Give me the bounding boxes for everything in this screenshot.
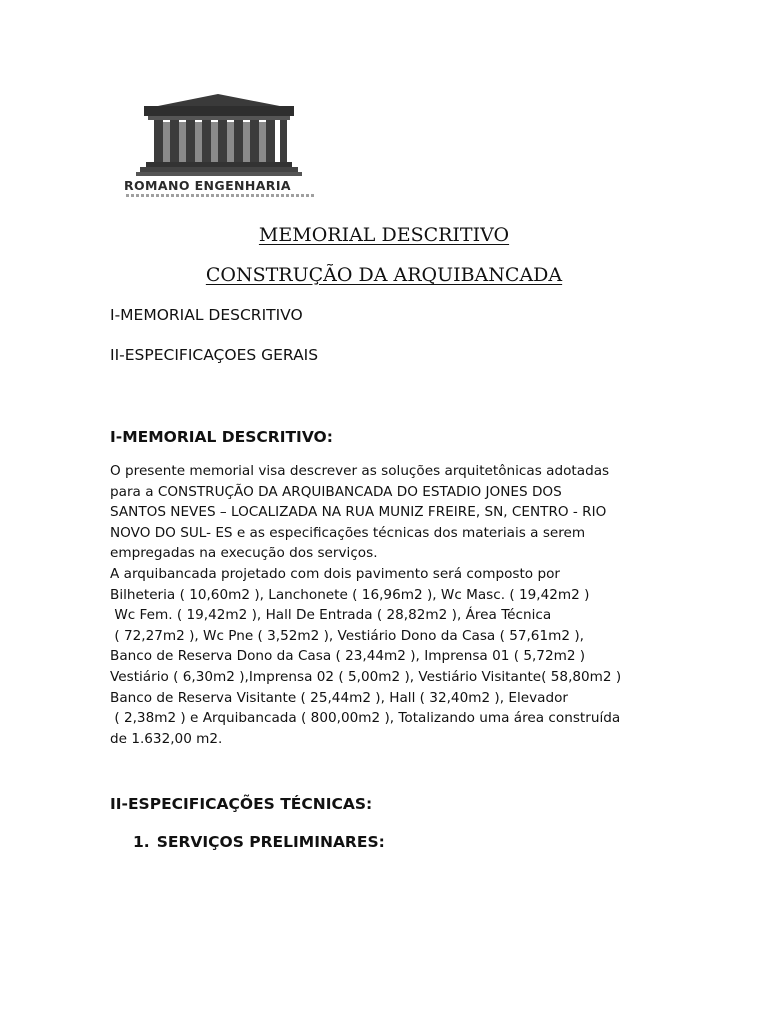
- logo-tagline: [126, 194, 314, 197]
- paragraph-line: Bilheteria ( 10,60m2 ), Lanchonete ( 16,96m2 ), Wc Masc. ( 19,42m2 ): [110, 586, 590, 603]
- section-heading-memorial: I-MEMORIAL DESCRITIVO:: [110, 428, 333, 446]
- item-number: 1.: [133, 833, 150, 851]
- document-title: MEMORIAL DESCRITIVO: [258, 224, 510, 246]
- paragraph-line: ( 2,38m2 ) e Arquibancada ( 800,00m2 ), Totalizando uma área construída: [110, 710, 621, 727]
- logo-text: ROMANO ENGENHARIA: [124, 178, 291, 193]
- paragraph-line: de 1.632,00 m2.: [110, 730, 223, 747]
- paragraph-line: Wc Fem. ( 19,42m2 ), Hall De Entrada ( 28,82m2 ), Área Técnica: [110, 607, 552, 624]
- paragraph-line: SANTOS NEVES – LOCALIZADA NA RUA MUNIZ FREIRE, SN, CENTRO - RIO: [110, 504, 607, 521]
- paragraph-line: O presente memorial visa descrever as soluções arquitetônicas adotadas: [110, 463, 610, 479]
- paragraph-line: NOVO DO SUL- ES e as especificações técnicas dos materiais a serem: [110, 524, 586, 541]
- item-label: SERVIÇOS PRELIMINARES:: [156, 833, 385, 851]
- paragraph-line: para a CONSTRUÇÃO DA ARQUIBANCADA DO ESTADIO JONES DOS: [110, 483, 562, 500]
- section-heading-specifications: II-ESPECIFICAÇÕES TÉCNICAS:: [110, 795, 373, 813]
- paragraph-line: Banco de Reserva Dono da Casa ( 23,44m2 ), Imprensa 01 ( 5,72m2 ): [110, 648, 586, 665]
- company-logo: [118, 86, 318, 206]
- numbered-item: [133, 833, 385, 851]
- temple-columns-icon: [118, 86, 318, 178]
- index-item: II-ESPECIFICAÇOES GERAIS: [110, 346, 319, 364]
- paragraph-line: Vestiário ( 6,30m2 ),Imprensa 02 ( 5,00m2 ), Vestiário Visitante( 58,80m2 ): [110, 668, 622, 685]
- paragraph-line: ( 72,27m2 ), Wc Pne ( 3,52m2 ), Vestiário Dono da Casa ( 57,61m2 ),: [110, 627, 584, 644]
- memorial-paragraph: [110, 461, 670, 749]
- paragraph-line: A arquibancada projetado com dois pavimento será composto por: [110, 565, 560, 582]
- index-item: I-MEMORIAL DESCRITIVO: [110, 306, 303, 324]
- paragraph-line: empregadas na execução dos serviços.: [110, 545, 378, 562]
- document-subtitle: CONSTRUÇÃO DA ARQUIBANCADA: [205, 264, 563, 286]
- paragraph-line: Banco de Reserva Visitante ( 25,44m2 ), Hall ( 32,40m2 ), Elevador: [110, 689, 569, 706]
